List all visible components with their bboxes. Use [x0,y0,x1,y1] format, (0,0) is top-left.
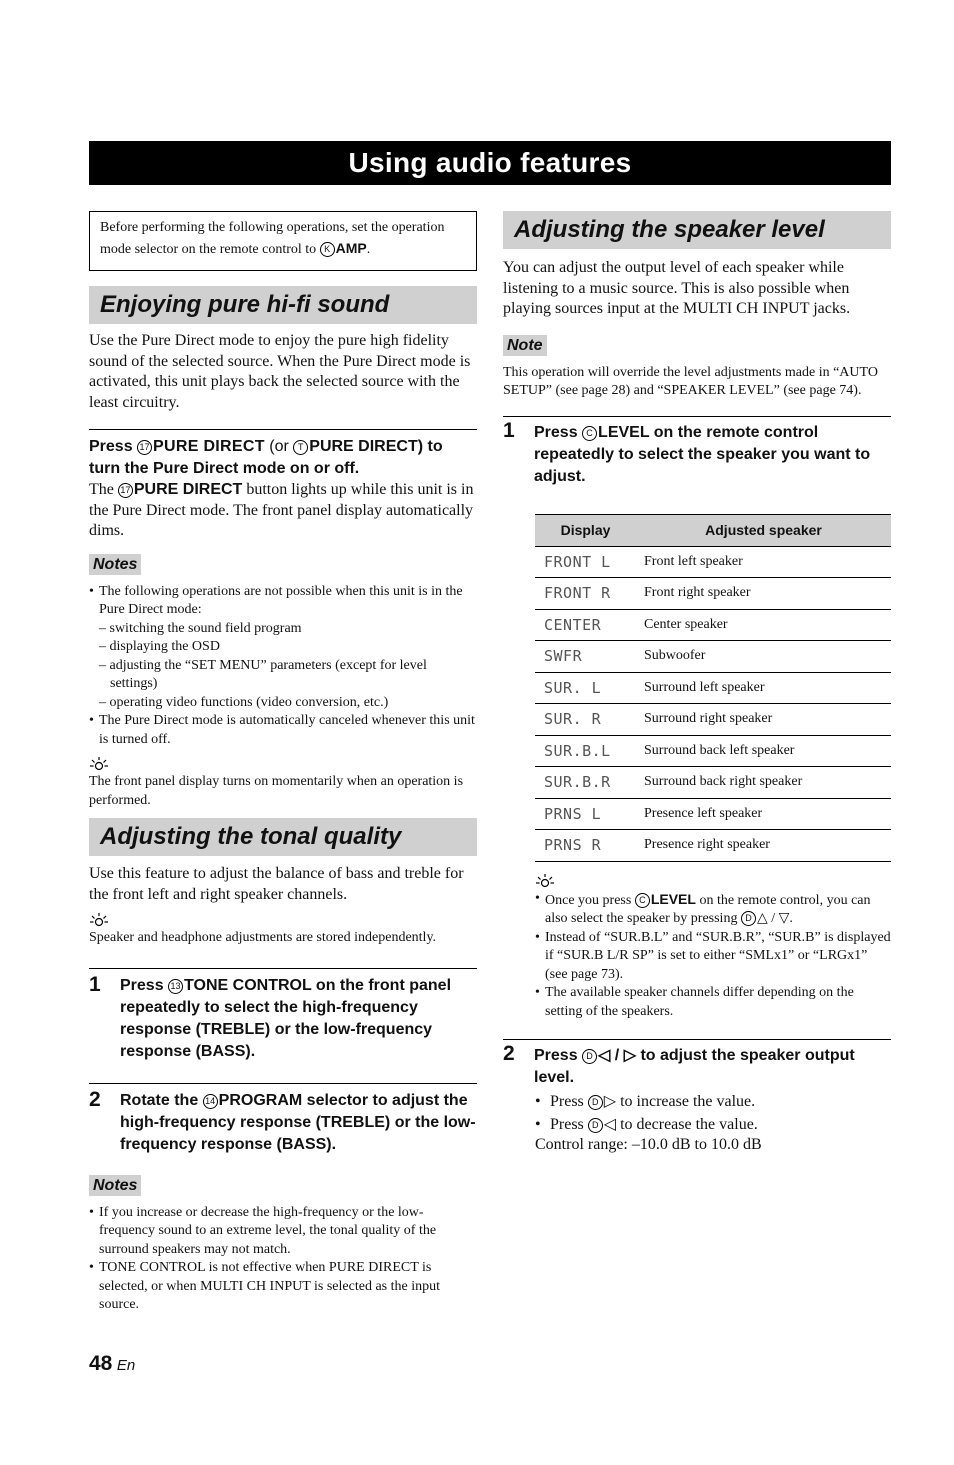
key-badge-icon: K [320,242,335,257]
key-d-icon: D [588,1095,603,1110]
note-label: Note [503,335,547,356]
table-row: SUR. L Surround left speaker [535,672,891,704]
table-row: SWFR Subwoofer [535,641,891,673]
table-row: CENTER Center speaker [535,609,891,641]
tip-item: • Once you press C LEVEL on the remote control, you can also select the speaker by pressing D △ / ▽. [535,890,891,929]
key-d-icon: D [588,1118,603,1133]
pure-description: The 17 PURE DIRECT button lights up while this unit is in the Pure Direct mode. The front panel display automatically dims. [89,481,474,539]
bullet-decrease: • Press D ◁ to decrease the value. [535,1115,758,1133]
tip-lightbulb-icon [89,911,109,929]
speaker-tips [535,890,891,1022]
key-d-icon: D [741,911,756,926]
tonal-notes [89,1204,477,1315]
table-row: PRNS R Presence right speaker [535,830,891,862]
key-17-icon: 17 [118,483,133,498]
heading-speaker-level: Adjusting the speaker level [503,211,891,249]
table-row: SUR.B.L Surround back left speaker [535,735,891,767]
up-down-arrows-icon: △ / ▽ [756,911,790,926]
note-item: • If you increase or decrease the high-frequency or the low-frequency sound to an extreme level, the tonal quality of the surround speakers may not match. [89,1204,477,1260]
key-17-icon: 17 [137,440,152,455]
note-item: • TONE CONTROL is not effective when PURE DIRECT is selected, or when MULTI CH INPUT is selected as the input source. [89,1259,477,1315]
table-row: FRONT R Front right speaker [535,578,891,610]
tonal-step-2: 2 Rotate the 14 PROGRAM selector to adjust the high-frequency response (TREBLE) or the low-frequency response (BASS). [89,1087,476,1153]
page-banner-title: Using audio features [89,141,891,185]
tip-item: • Instead of “SUR.B.L” and “SUR.B.R”, “SUR.B” is displayed if “SUR.B L/R SP” is set to either “SMLx1” or “LRGx1” (see page 73). [535,929,891,985]
speaker-step-1: 1 Press C LEVEL on the remote control repeatedly to select the speaker you want to adjust. [503,418,871,485]
table-row: FRONT L Front left speaker [535,546,891,578]
right-column [503,211,891,1156]
table-row: SUR.B.R Surround back right speaker [535,767,891,799]
bullet-increase: • Press D ▷ to increase the value. [535,1093,756,1110]
left-column [89,211,477,1315]
key-t-icon: T [293,440,308,455]
tip-lightbulb-icon [89,755,109,773]
notes-label: Notes [89,1175,141,1196]
note-subitem: – adjusting the “SET MENU” parameters (except for level settings) [99,657,427,691]
pure-intro: Use the Pure Direct mode to enjoy the pure high fidelity sound of the selected source. When the Pure Direct mode is activated, this unit plays back the selected source with the least circuitry. [89,332,471,411]
tonal-tip: Speaker and headphone adjustments are stored independently. [89,930,437,945]
speaker-step-2: 2 Press D ◁ / ▷ to adjust the speaker output level. [503,1042,855,1086]
table-header-display: Display [535,514,636,546]
table-header-speaker: Adjusted speaker [636,514,891,546]
note-subitem: – switching the sound field program [99,620,302,636]
page-language: En [116,1357,136,1374]
key-c-icon: C [635,893,650,908]
tip-item: • The available speaker channels differ depending on the setting of the speakers. [535,984,891,1021]
pure-step: Press 17 PURE DIRECT (or T PURE DIRECT) to turn the Pure Direct mode on or off. [89,438,443,477]
left-arrow-icon: ◁ [603,1115,617,1133]
speaker-note: This operation will override the level adjustments made in “AUTO SETUP” (see page 28) and “SPEAKER LEVEL” (see page 74). [503,364,878,398]
note-subitem: – displaying the OSD [99,639,220,654]
right-arrow-icon: ▷ [603,1093,617,1110]
tip-lightbulb-icon [535,872,555,890]
prebox-end: . [366,242,371,257]
table-row: PRNS L Presence left speaker [535,798,891,830]
left-right-arrows-icon: ◁ / ▷ [598,1047,636,1064]
key-13-icon: 13 [168,979,183,994]
control-range: Control range: –10.0 dB to 10.0 dB [535,1136,762,1153]
speaker-intro: You can adjust the output level of each speaker while listening to a music source. This is also possible when playing sources input at the MULTI CH INPUT jacks. [503,259,851,317]
key-d-icon: D [582,1049,597,1064]
pure-tip: The front panel display turns on momentarily when an operation is performed. [89,774,464,808]
tonal-intro: Use this feature to adjust the balance of bass and treble for the front left and right speaker channels. [89,865,464,903]
notes-label: Notes [89,554,141,575]
note-item: • The following operations are not possible when this unit is in the Pure Direct mode: – switching the sound field program – displaying the OSD – adjusting the “SET MENU” parameters (except for level settings) – operating video functions (video conversion, etc.) [89,583,477,713]
page-footer [89,1352,135,1376]
note-item: • The Pure Direct mode is automatically canceled whenever this unit is turned off. [89,712,477,749]
heading-pure-hifi: Enjoying pure hi-fi sound [89,286,477,324]
key-14-icon: 14 [203,1094,218,1109]
speaker-table [535,514,891,862]
page-number: 48 [89,1352,113,1375]
key-c-icon: C [582,426,597,441]
prebox-text: Before performing the following operations, set the operation mode selector on the remote control to [100,220,445,257]
table-row: SUR. R Surround right speaker [535,704,891,736]
note-subitem: – operating video functions (video conversion, etc.) [99,694,389,710]
speaker-adjust-details [535,1092,891,1156]
pre-operation-box [89,211,477,271]
prebox-mode: AMP [335,240,367,256]
heading-tonal-quality: Adjusting the tonal quality [89,818,477,856]
pure-notes [89,583,477,750]
tonal-step-1: 1 Press 13 TONE CONTROL on the front panel repeatedly to select the high-frequency response (TREBLE) or the low-frequency response (BASS). [89,972,452,1060]
